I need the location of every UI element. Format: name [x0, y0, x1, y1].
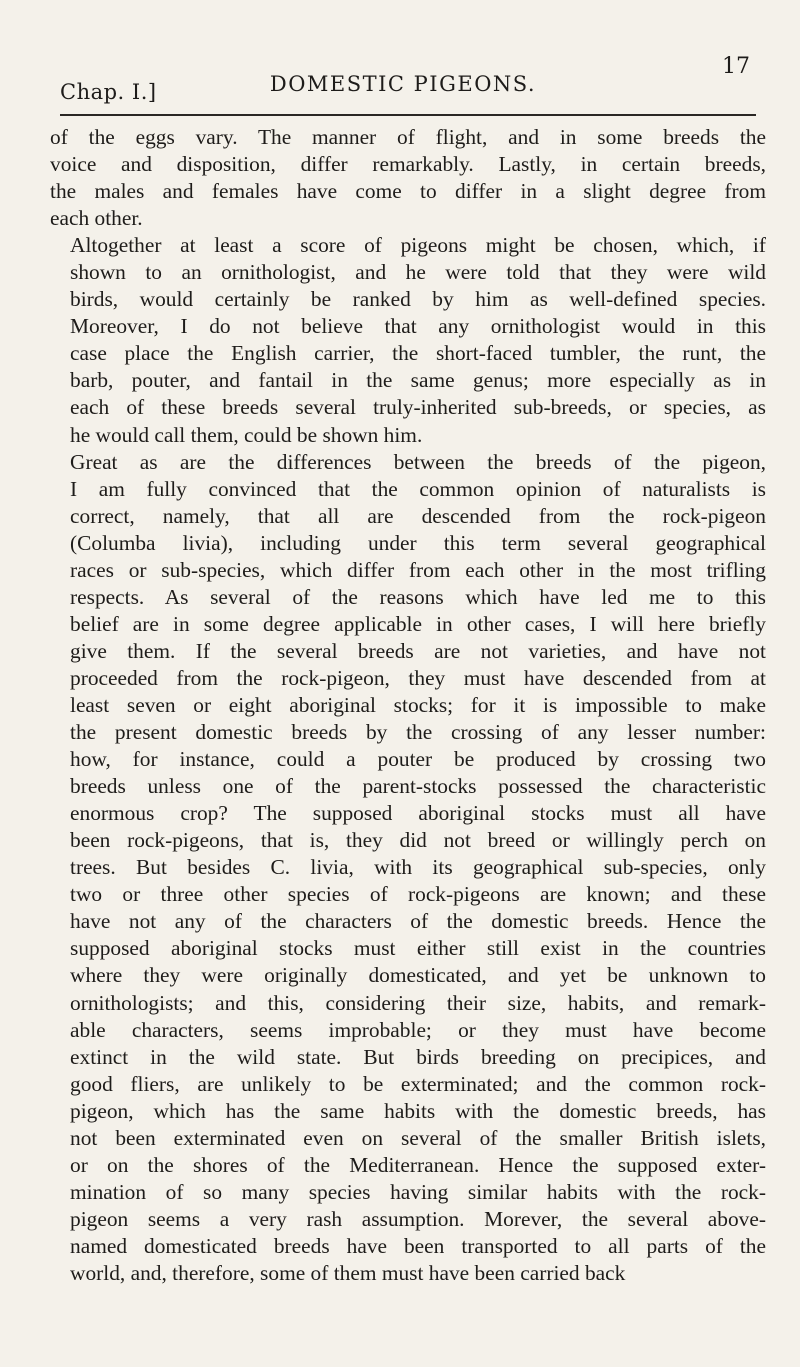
text-line: correct, namely, that all are descended from the rock-pigeon	[70, 503, 766, 528]
text-line: extinct in the wild state. But birds breeding on precipices, and	[70, 1044, 766, 1069]
text-line: voice and disposition, differ remarkably. Lastly, in certain breeds,	[50, 152, 766, 177]
text-line: the males and females have come to differ in a slight degree from	[50, 179, 766, 204]
text-line: good fliers, are unlikely to be exterminated; and the common rock-	[70, 1071, 766, 1096]
text-line: supposed aboriginal stocks must either still exist in the countries	[70, 936, 766, 961]
running-head	[54, 54, 752, 108]
text-line: least seven or eight aboriginal stocks; for it is impossible to make	[70, 692, 766, 717]
text-line: two or three other species of rock-pigeons are known; and these	[70, 882, 766, 907]
text-line: Moreover, I do not believe that any ornithologist would in this	[70, 314, 766, 339]
text-line: shown to an ornithologist, and he were told that they were wild	[70, 260, 766, 285]
text-line: belief are in some degree applicable in other cases, I will here briefly	[70, 611, 766, 636]
text-line: been rock-pigeons, that is, they did not breed or willingly perch on	[70, 828, 766, 853]
paragraph	[50, 232, 766, 448]
text-line: respects. As several of the reasons which have led me to this	[70, 584, 766, 609]
chapter-label: Chap. I.]	[60, 80, 157, 104]
text-line: have not any of the characters of the domestic breeds. Hence the	[70, 909, 766, 934]
text-line: each other.	[50, 206, 143, 231]
text-line: give them. If the several breeds are not varieties, and have not	[70, 638, 766, 663]
body-text	[50, 124, 766, 1287]
paragraph	[50, 124, 766, 232]
text-line: he would call them, could be shown him.	[70, 422, 423, 447]
page-number: 17	[722, 54, 750, 79]
text-line: able characters, seems improbable; or they must have become	[70, 1017, 766, 1042]
text-line: how, for instance, could a pouter be produced by crossing two	[70, 747, 766, 772]
page-title: DOMESTIC PIGEONS.	[269, 72, 537, 96]
text-line: where they were originally domesticated, and yet be unknown to	[70, 963, 766, 988]
text-line: enormous crop? The supposed aboriginal stocks must all have	[70, 801, 766, 826]
text-line: birds, would certainly be ranked by him as well-defined species.	[70, 287, 766, 312]
paragraph	[50, 449, 766, 1287]
text-line: trees. But besides C. livia, with its geographical sub-species, only	[70, 855, 766, 880]
text-line: not been exterminated even on several of the smaller British islets,	[70, 1125, 766, 1150]
text-line: breeds unless one of the parent-stocks possessed the characteristic	[70, 774, 766, 799]
text-line: barb, pouter, and fantail in the same genus; more especially as in	[70, 368, 766, 393]
text-line: or on the shores of the Mediterranean. Hence the supposed exter-	[70, 1152, 766, 1177]
text-line: pigeon, which has the same habits with the domestic breeds, has	[70, 1098, 766, 1123]
text-line: proceeded from the rock-pigeon, they must have descended from at	[70, 665, 766, 690]
text-line: races or sub-species, which differ from each other in the most trifling	[70, 557, 766, 582]
text-line: mination of so many species having similar habits with the rock-	[70, 1179, 766, 1204]
text-line: Great as are the differences between the breeds of the pigeon,	[70, 449, 766, 474]
text-line: each of these breeds several truly-inherited sub-breeds, or species, as	[70, 395, 766, 420]
text-line: case place the English carrier, the short-faced tumbler, the runt, the	[70, 341, 766, 366]
text-line: I am fully convinced that the common opinion of naturalists is	[70, 476, 766, 501]
text-line: named domesticated breeds have been transported to all parts of the	[70, 1233, 766, 1258]
header-rule	[60, 114, 756, 116]
text-line: Altogether at least a score of pigeons might be chosen, which, if	[70, 233, 766, 258]
text-line: pigeon seems a very rash assumption. Morever, the several above-	[70, 1206, 766, 1231]
text-line: the present domestic breeds by the crossing of any lesser number:	[70, 720, 766, 745]
text-line: (Columba livia), including under this term several geographical	[70, 530, 766, 555]
text-line: of the eggs vary. The manner of flight, and in some breeds the	[50, 125, 766, 149]
text-line: ornithologists; and this, considering their size, habits, and remark-	[70, 990, 766, 1015]
text-line: world, and, therefore, some of them must have been carried back	[70, 1260, 626, 1285]
